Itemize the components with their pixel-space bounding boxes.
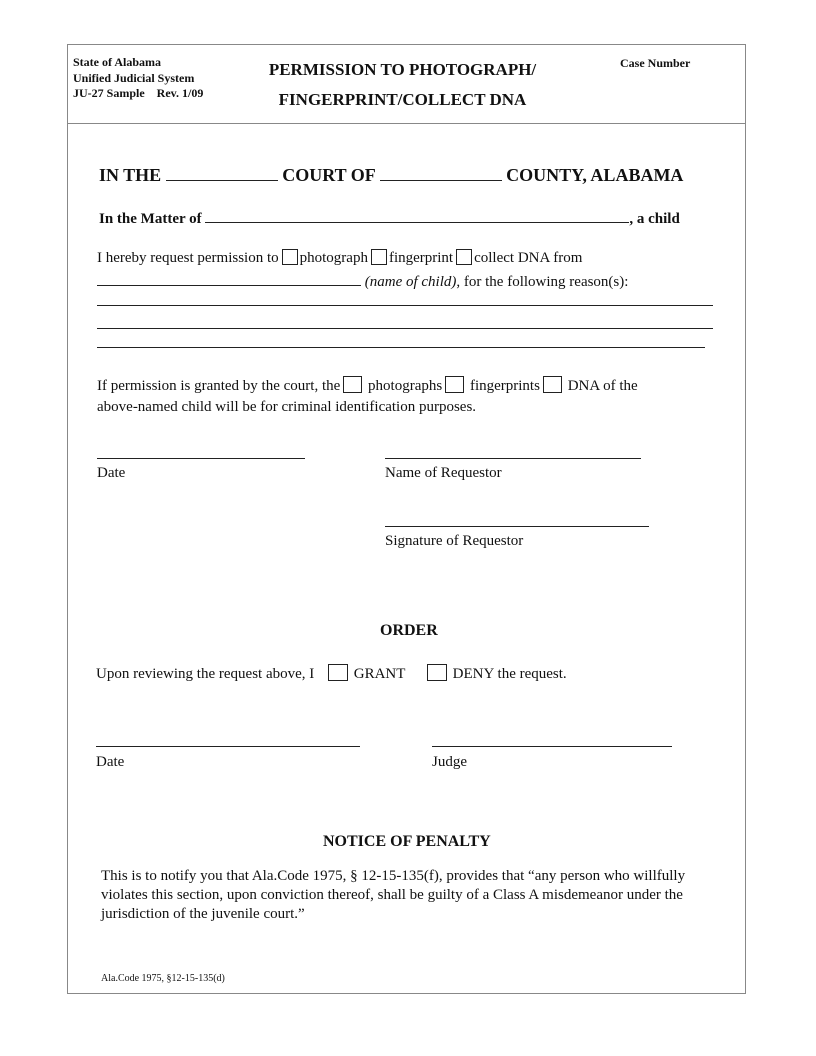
- deny-option: DENY the request.: [452, 666, 567, 682]
- request-line: [97, 249, 582, 267]
- form-revision: Rev. 1/09: [156, 86, 204, 100]
- agency-state: State of Alabama: [73, 55, 161, 69]
- name-of-child-hint: (name of child): [364, 274, 457, 290]
- notice-heading: NOTICE OF PENALTY: [323, 833, 491, 850]
- county-alabama: COUNTY, ALABAMA: [506, 165, 684, 185]
- request-date-line[interactable]: [97, 458, 305, 459]
- agency-system: Unified Judicial System: [73, 70, 195, 85]
- statute-citation: Ala.Code 1975, §12-15-135(d): [101, 973, 225, 984]
- child-name-blank[interactable]: [205, 209, 629, 223]
- form-id: JU-27 Sample: [73, 86, 145, 100]
- dna-use-checkbox[interactable]: [543, 376, 562, 393]
- request-line-2: [97, 272, 628, 291]
- county-name-blank[interactable]: [380, 167, 502, 181]
- form-title-line1: PERMISSION TO PHOTOGRAPH/: [268, 60, 537, 79]
- order-heading: ORDER: [380, 622, 438, 639]
- permission-line: [97, 376, 638, 395]
- request-lead: I hereby request permission to: [97, 250, 279, 266]
- deny-checkbox[interactable]: [427, 664, 447, 681]
- reason-line-3[interactable]: [97, 347, 705, 348]
- reason-line-1[interactable]: [97, 305, 713, 306]
- fingerprints-option: fingerprints: [469, 378, 540, 394]
- court-of: COURT OF: [282, 165, 376, 185]
- photograph-option: photograph: [299, 250, 368, 266]
- order-line: [96, 664, 567, 683]
- child-name-request-blank[interactable]: [97, 272, 361, 286]
- form-title-line2: FINGERPRINT/COLLECT DNA: [278, 90, 527, 109]
- dna-option: collect DNA from: [474, 250, 583, 266]
- order-date-label: Date: [96, 754, 125, 770]
- requestor-signature-line[interactable]: [385, 526, 649, 527]
- header-divider: [67, 123, 746, 124]
- fingerprint-checkbox[interactable]: [371, 249, 387, 265]
- fingerprints-checkbox[interactable]: [445, 376, 464, 393]
- judge-label: Judge: [432, 754, 467, 770]
- form-border: [67, 44, 746, 994]
- form-id-line: [73, 86, 203, 102]
- grant-option: GRANT: [353, 666, 406, 682]
- requestor-name-label: Name of Requestor: [385, 465, 502, 481]
- fingerprint-option: fingerprint: [388, 250, 454, 266]
- order-lead: Upon reviewing the request above, I: [96, 666, 315, 682]
- judge-signature-line[interactable]: [432, 746, 672, 747]
- court-heading: [99, 165, 683, 186]
- reason-line-2[interactable]: [97, 328, 713, 329]
- matter-line: [99, 209, 680, 228]
- permission-lead: If permission is granted by the court, the: [97, 378, 341, 394]
- requestor-signature-label: Signature of Requestor: [385, 533, 524, 549]
- permission-line-2: above-named child will be for criminal identification purposes.: [97, 399, 477, 415]
- matter-suffix: , a child: [629, 211, 680, 227]
- photograph-checkbox[interactable]: [282, 249, 298, 265]
- dna-checkbox[interactable]: [456, 249, 472, 265]
- form-header-agency: [73, 55, 203, 102]
- reason-suffix: , for the following reason(s):: [456, 274, 629, 290]
- request-date-label: Date: [97, 465, 126, 481]
- matter-label: In the Matter of: [99, 211, 202, 227]
- dna-use-option: DNA of the: [567, 378, 638, 394]
- case-number-label: Case Number: [620, 56, 691, 70]
- photographs-option: photographs: [368, 378, 443, 394]
- photographs-checkbox[interactable]: [343, 376, 362, 393]
- order-date-line[interactable]: [96, 746, 360, 747]
- requestor-name-line[interactable]: [385, 458, 641, 459]
- court-in-the: IN THE: [99, 165, 162, 185]
- court-name-blank[interactable]: [166, 167, 278, 181]
- notice-text: This is to notify you that Ala.Code 1975, § 12-15-135(f), provides that “any person who willfully violates this section, upon conviction thereof, shall be guilty of a Class A misdemeanor under the jurisdiction of the juvenile court.”: [101, 868, 686, 922]
- grant-checkbox[interactable]: [328, 664, 348, 681]
